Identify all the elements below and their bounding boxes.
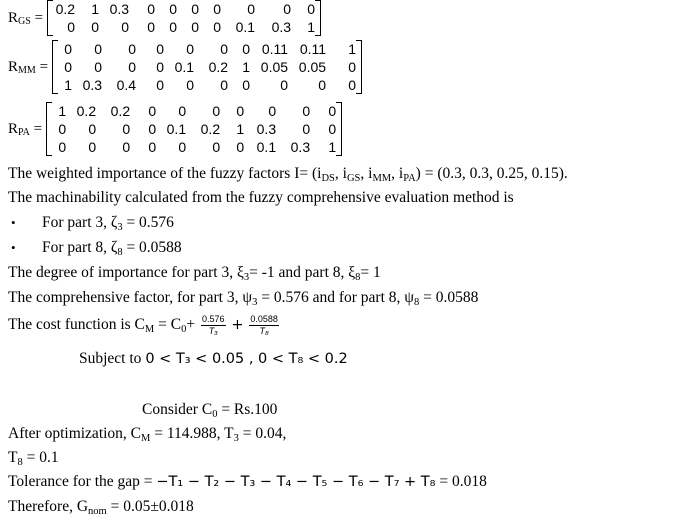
matrix-cell: 0.1 bbox=[174, 59, 195, 75]
matrix-cell: 0 bbox=[348, 59, 357, 75]
matrix-cell: 1 bbox=[91, 1, 100, 17]
matrix-cell: 0 bbox=[94, 59, 103, 75]
matrix-cell: 0 bbox=[148, 139, 157, 155]
matrix-cell: 0.3 bbox=[271, 19, 292, 35]
matrix-cell: 0.1 bbox=[166, 121, 187, 137]
matrix-cell: 0 bbox=[348, 77, 357, 93]
matrix-cell: 0.3 bbox=[82, 77, 103, 93]
matrix-cell: 0.1 bbox=[256, 139, 277, 155]
matrix-cell: 0 bbox=[94, 41, 103, 57]
matrix-cell: 0 bbox=[328, 121, 337, 137]
matrix-label-pa: $R_{PA}$ = bbox=[8, 120, 43, 138]
matrix-grid-gs bbox=[47, 0, 321, 36]
matrix-cell: 0.2 bbox=[55, 1, 76, 17]
matrix-cell: 0 bbox=[128, 41, 137, 57]
matrix-cell: 0 bbox=[156, 59, 165, 75]
matrix-cell: 0 bbox=[178, 139, 187, 155]
matrix-cell: 0 bbox=[242, 41, 251, 57]
matrix-grid-pa bbox=[46, 102, 342, 156]
matrix-cell: 0 bbox=[148, 121, 157, 137]
matrix-cell: 0 bbox=[178, 103, 187, 119]
tolerance-line: Tolerance for the gap = −T₁ − T₂ − T₃ − T₄ − T₅ − T₆ − T₇ + T₈ = 0.018 bbox=[8, 473, 487, 490]
matrix-row bbox=[52, 120, 336, 138]
degree-importance-line: The degree of importance for part 3, $\xi_3= -1$ and part 8, $\xi_8= 1$ bbox=[8, 264, 381, 283]
matrix-row bbox=[58, 40, 356, 58]
matrix-cell: 0 bbox=[156, 41, 165, 57]
matrix-cell: 0.4 bbox=[116, 77, 137, 93]
matrix-label-mm: $R_{MM}$ = bbox=[8, 58, 49, 76]
matrix-cell: 0 bbox=[147, 19, 156, 35]
matrix-cell: 0 bbox=[280, 77, 289, 93]
matrix-cell: 0 bbox=[156, 77, 165, 93]
matrix-row bbox=[53, 0, 315, 18]
matrix-cell: 0 bbox=[88, 121, 97, 137]
matrix-cell: 0.2 bbox=[76, 103, 97, 119]
matrix-cell: 1 bbox=[58, 103, 67, 119]
matrix-cell: 0 bbox=[64, 41, 73, 57]
matrix-cell: 0.3 bbox=[109, 1, 130, 17]
matrix-cell: 0 bbox=[148, 103, 157, 119]
matrix-cell: 0 bbox=[213, 19, 222, 35]
matrix-cell: 0 bbox=[318, 77, 327, 93]
matrix-row bbox=[58, 58, 356, 76]
matrix-grid-mm bbox=[52, 40, 362, 94]
matrix-cell: 0 bbox=[236, 139, 245, 155]
matrix-cell: 0 bbox=[283, 1, 292, 17]
comprehensive-factor-line: The comprehensive factor, for part 3, $\psi_3 = 0.576$ and for part 8, $\psi_8 = 0.0588$ bbox=[8, 289, 479, 308]
subject-to-line: Subject to 0 < T₃ < 0.05 , 0 < T₈ < 0.2 bbox=[79, 350, 348, 367]
matrix-row-pa bbox=[8, 102, 342, 156]
matrix-cell: 1 bbox=[64, 77, 73, 93]
matrix-cell: 0 bbox=[91, 19, 100, 35]
cost-function-line: The cost function is $C_M = C_0+$ $\frac{0.576}{\text{T₃}}$ + $\frac{0.0588}{\text{T₈}}$ bbox=[8, 314, 278, 336]
matrix-cell: 0 bbox=[169, 19, 178, 35]
bullet-part8: For part 8, $\zeta_8 = 0.0588$ bbox=[42, 239, 182, 258]
matrix-pa bbox=[46, 102, 342, 156]
matrix-cell: 0 bbox=[220, 77, 229, 93]
matrix-cell: 0 bbox=[213, 1, 222, 17]
consider-line: Consider $C_0 = Rs.100$ bbox=[142, 401, 278, 420]
matrix-cell: 0 bbox=[121, 19, 130, 35]
matrix-cell: 0.05 bbox=[298, 59, 327, 75]
t8-line: $T_8 = 0.1$ bbox=[8, 449, 59, 468]
matrix-row bbox=[52, 138, 336, 156]
bullet-icon: • bbox=[11, 215, 16, 230]
matrix-cell: 0 bbox=[186, 41, 195, 57]
matrix-row-mm bbox=[8, 40, 362, 94]
therefore-line: Therefore, $G_{nom} = 0.05\pm 0.018$ bbox=[8, 498, 194, 517]
matrix-cell: 0.2 bbox=[110, 103, 131, 119]
matrix-cell: 0 bbox=[191, 19, 200, 35]
matrix-cell: 0 bbox=[128, 59, 137, 75]
matrix-cell: 0.3 bbox=[256, 121, 277, 137]
weighted-importance-line: The weighted importance of the fuzzy factors $I= (i_{DS}$, $i_{GS}$, $i_{MM}$, $i_{PA}) = (0.3$, 0.3, 0.25, 0.15). bbox=[8, 165, 568, 184]
matrix-mm bbox=[52, 40, 362, 94]
matrix-cell: 0 bbox=[64, 59, 73, 75]
matrix-cell: 0 bbox=[220, 41, 229, 57]
matrix-cell: 0.1 bbox=[235, 19, 256, 35]
fraction-part3: $\frac{0.576}{\text{T₃}}$ bbox=[201, 314, 225, 336]
machinability-line: The machinability calculated from the fuzzy comprehensive evaluation method is bbox=[8, 189, 514, 206]
matrix-cell: 0 bbox=[191, 1, 200, 17]
matrix-cell: 0.11 bbox=[299, 41, 327, 57]
matrix-cell: 1 bbox=[307, 19, 316, 35]
matrix-cell: 0.11 bbox=[261, 41, 289, 57]
fraction-part8: $\frac{0.0588}{\text{T₈}}$ bbox=[250, 314, 278, 336]
matrix-cell: 0 bbox=[236, 103, 245, 119]
matrix-cell: 0 bbox=[122, 139, 131, 155]
matrix-cell: 0 bbox=[328, 103, 337, 119]
matrix-cell: 0.2 bbox=[200, 121, 221, 137]
matrix-cell: 0 bbox=[242, 77, 251, 93]
matrix-cell: 0 bbox=[212, 103, 221, 119]
bullet-icon: • bbox=[11, 240, 16, 255]
matrix-label-gs: $R_{GS}$ = bbox=[8, 9, 44, 27]
matrix-cell: 1 bbox=[236, 121, 245, 137]
matrix-cell: 0 bbox=[302, 103, 311, 119]
matrix-row bbox=[58, 76, 356, 94]
matrix-cell: 0.2 bbox=[208, 59, 229, 75]
matrix-cell: 1 bbox=[242, 59, 251, 75]
matrix-cell: 0.05 bbox=[260, 59, 289, 75]
after-optimization-line: After optimization, $C_M = 114.988$, $T_3 = 0.04$, bbox=[8, 425, 287, 444]
matrix-cell: 0 bbox=[268, 103, 277, 119]
matrix-cell: 0 bbox=[88, 139, 97, 155]
matrix-cell: 0 bbox=[67, 19, 76, 35]
matrix-cell: 1 bbox=[328, 139, 337, 155]
matrix-cell: 0 bbox=[147, 1, 156, 17]
matrix-cell: 0 bbox=[122, 121, 131, 137]
matrix-cell: 0 bbox=[212, 139, 221, 155]
matrix-cell: 0 bbox=[58, 121, 67, 137]
matrix-cell: 0.3 bbox=[290, 139, 311, 155]
matrix-row bbox=[53, 18, 315, 36]
matrix-row-gs bbox=[8, 0, 321, 36]
matrix-cell: 0 bbox=[247, 1, 256, 17]
bullet-part3: For part 3, $\zeta_3 = 0.576$ bbox=[42, 214, 174, 233]
matrix-cell: 1 bbox=[348, 41, 357, 57]
matrix-cell: 0 bbox=[186, 77, 195, 93]
matrix-cell: 0 bbox=[307, 1, 316, 17]
matrix-row bbox=[52, 102, 336, 120]
matrix-cell: 0 bbox=[169, 1, 178, 17]
matrix-cell: 0 bbox=[58, 139, 67, 155]
matrix-cell: 0 bbox=[302, 121, 311, 137]
matrix-gs bbox=[47, 0, 321, 36]
